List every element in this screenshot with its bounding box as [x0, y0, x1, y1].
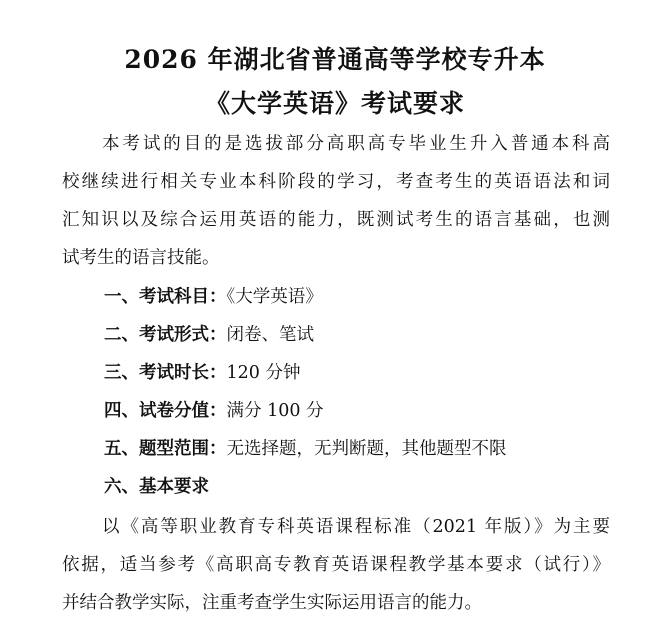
section-item-value: 无选择题，无判断题，其他题型不限 [226, 439, 507, 459]
section-item-label: 五、题型范围： [104, 439, 227, 459]
section-item-subject [104, 285, 323, 309]
section-item-basic-requirements [104, 475, 209, 499]
section-item-label: 二、考试形式： [104, 325, 227, 345]
section-item-label: 三、考试时长： [104, 363, 227, 383]
section-item-duration [104, 361, 300, 385]
requirement-paragraph-line-1: 以《高等职业教育专科英语课程标准（2021 年版）》为主要 [102, 517, 610, 537]
section-item-label: 四、试卷分值： [104, 401, 227, 421]
document-title-line-2: 《大学英语》考试要求 [204, 89, 465, 118]
document-title-line-1: 2026 年湖北省普通高等学校专升本 [124, 45, 546, 74]
section-item-format [104, 323, 314, 347]
section-item-value: 满分 100 分 [226, 401, 324, 421]
section-item-question-types [104, 437, 507, 461]
section-item-score [104, 399, 324, 423]
requirement-paragraph-line-2: 依据，适当参考《高职高专教育英语课程教学基本要求（试行）》 [62, 555, 610, 575]
section-item-value: 闭卷、笔试 [226, 325, 314, 345]
intro-paragraph-line-2: 校继续进行相关专业本科阶段的学习，考查考生的英语语法和词 [62, 172, 610, 192]
section-item-label: 六、基本要求 [104, 477, 209, 497]
intro-paragraph-line-3: 汇知识以及综合运用英语的能力，既测试考生的语言基础，也测 [62, 210, 610, 230]
section-item-label: 一、考试科目： [104, 287, 227, 307]
section-item-value: 《大学英语》 [226, 287, 323, 307]
intro-paragraph-line-4: 试考生的语言技能。 [62, 248, 220, 268]
requirement-paragraph-line-3: 并结合教学实际，注重考查学生实际运用语言的能力。 [62, 593, 482, 613]
intro-paragraph-line-1: 本考试的目的是选拔部分高职高专毕业生升入普通本科高 [102, 134, 610, 154]
section-item-value: 120 分钟 [226, 363, 301, 383]
